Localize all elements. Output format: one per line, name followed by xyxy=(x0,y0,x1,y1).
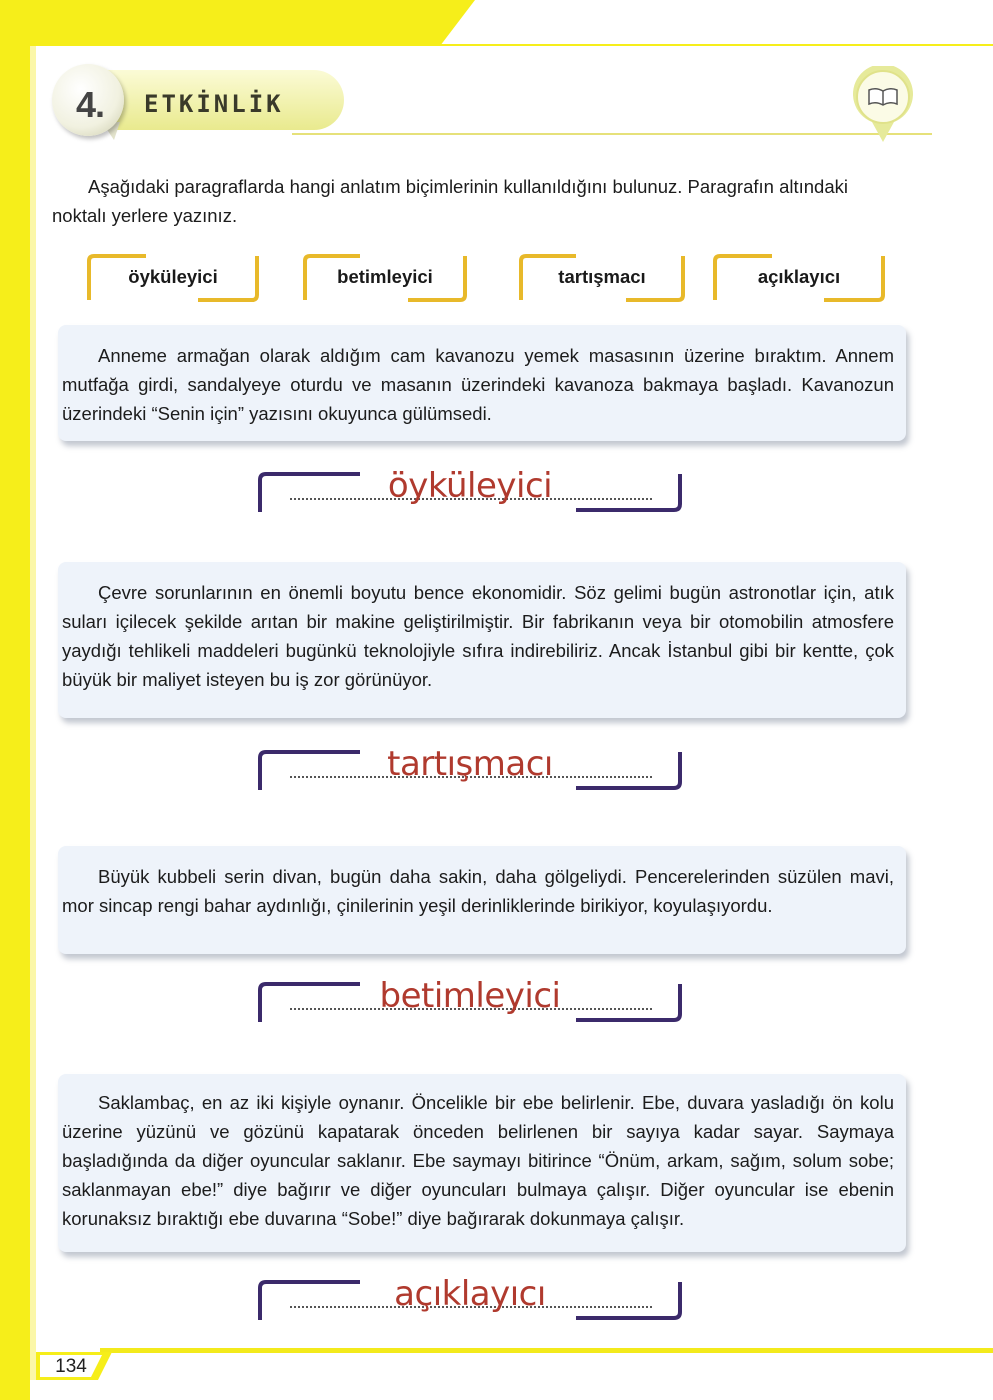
header-underline xyxy=(292,133,932,135)
option-label: tartışmacı xyxy=(558,266,646,287)
answer-area[interactable] xyxy=(256,744,684,794)
answer-text: tartışmacı xyxy=(387,744,553,784)
left-strip-highlight xyxy=(30,40,36,1380)
answer-area[interactable] xyxy=(256,466,684,516)
paragraph-box xyxy=(58,562,906,718)
footer-line xyxy=(100,1348,993,1353)
option-tag xyxy=(86,250,260,306)
option-label: öyküleyici xyxy=(128,266,218,287)
paragraph-box xyxy=(58,1074,906,1252)
paragraph-box xyxy=(58,846,906,954)
page-number-tab xyxy=(36,1352,112,1380)
paragraph-text: Saklambaç, en az iki kişiyle oynanır. Öncelikle bir ebe belirlenir. Ebe, duvara yasladığı ön kolu üzerine yüzünü ve gözünü kapatarak önceden belirlenen bir sayıya kadar sayar. Saymaya başladığında da diğer oyuncular saklanır. Ebe saymayı bitirince “Önüm, arkam, sağım, solum sobe; saklanmayan ebe!” diye bağırır ve diğer oyuncuları bulmaya çalışır. Diğer oyuncular ise ebenin korunaksız bıraktığı ebe duvarına “Sobe!” diye bağırarak dokunmaya çalışır. xyxy=(62,1092,894,1229)
option-tag xyxy=(712,250,886,306)
paragraph-text: Büyük kubbeli serin divan, bugün daha sakin, daha gölgeliydi. Pencerelerinden süzülen mavi, mor sincap rengi bahar aydınlığı, çinilerinin yeşil derinliklerinde birikiyor, koyulaşıyordu. xyxy=(62,866,894,916)
instructions: Aşağıdaki paragraflarda hangi anlatım biçimlerinin kullanıldığını bulunuz. Paragrafın altındaki noktalı yerlere yazınız. xyxy=(52,176,848,226)
activity-number: 4. xyxy=(76,84,105,125)
option-label: açıklayıcı xyxy=(757,266,841,287)
top-yellow-band xyxy=(0,0,993,46)
paragraph-text: Çevre sorunlarının en önemli boyutu bence ekonomidir. Söz gelimi bugün astronotlar için, atık suları içilecek şekilde arıtan bir makine geliştirilmiştir. Bir fabrikanın veya bir otomobilin atmosfere yaydığı tehlikeli maddeleri bugünkü teknolojiyle sıfıra indirebiliriz. Ancak İstanbul gibi bir kentte, çok büyük bir maliyet isteyen bu iş zor görünüyor. xyxy=(62,582,894,690)
answer-area[interactable] xyxy=(256,1274,684,1324)
option-label: betimleyici xyxy=(337,266,433,287)
activity-number-badge xyxy=(52,64,124,136)
answer-text: açıklayıcı xyxy=(394,1274,546,1314)
activity-title: ETKİNLİK xyxy=(144,90,284,118)
open-book-icon xyxy=(852,66,914,144)
answer-text: betimleyici xyxy=(379,976,561,1016)
answer-text: öyküleyici xyxy=(387,466,553,506)
option-tag xyxy=(518,250,686,306)
activity-header xyxy=(52,60,912,155)
left-yellow-strip xyxy=(0,0,30,1400)
page-number: 134 xyxy=(55,1356,87,1377)
answer-area[interactable] xyxy=(256,976,684,1026)
option-tag xyxy=(302,250,468,306)
paragraph-text: Anneme armağan olarak aldığım cam kavanozu yemek masasının üzerine bıraktım. Annem mutfağa girdi, sandalyeye oturdu ve masanın üzerindeki kavanoza bakmaya başladı. Kavanozun üzerindeki “Senin için” yazısını okuyunca gülümsedi. xyxy=(62,345,894,424)
paragraph-box xyxy=(58,325,906,441)
